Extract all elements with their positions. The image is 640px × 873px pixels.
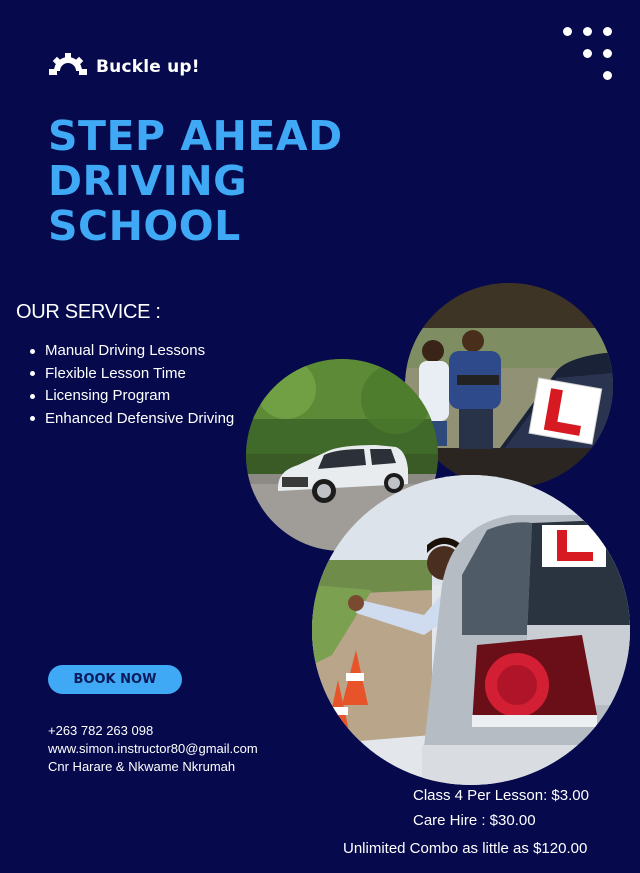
- brand-header: [48, 53, 200, 81]
- bullet-icon: [30, 371, 35, 376]
- contact-address: Cnr Harare & Nkwame Nkrumah: [48, 759, 236, 774]
- price-class4: Class 4 Per Lesson: $3.00: [413, 787, 589, 804]
- list-item: Manual Driving Lessons: [30, 340, 234, 363]
- bullet-icon: [30, 394, 35, 399]
- title-line-3: SCHOOL: [48, 202, 241, 250]
- price-unlimited-combo: Unlimited Combo as little as $120.00: [343, 840, 588, 857]
- dot-grid-icon: [560, 25, 620, 85]
- title-line-1: STEP AHEAD: [48, 112, 343, 160]
- services-heading: OUR SERVICE :: [16, 301, 161, 323]
- gear-icon: [48, 53, 88, 81]
- bullet-icon: [30, 349, 35, 354]
- contact-email: www.simon.instructor80@gmail.com: [48, 741, 258, 756]
- bullet-icon: [30, 416, 35, 421]
- list-item: Licensing Program: [30, 385, 234, 408]
- price-car-hire: Care Hire : $30.00: [413, 812, 536, 829]
- contact-info: [48, 722, 258, 776]
- brand-label: Buckle up!: [96, 57, 200, 77]
- services-list: [30, 340, 234, 430]
- book-now-button[interactable]: BOOK NOW: [48, 665, 182, 694]
- contact-phone: +263 782 263 098: [48, 723, 154, 738]
- list-item: Flexible Lesson Time: [30, 363, 234, 386]
- photo-learner-thumbs-up-car: [312, 475, 630, 785]
- page-title: [48, 114, 343, 249]
- list-item: Enhanced Defensive Driving: [30, 408, 234, 431]
- title-line-2: DRIVING: [48, 157, 248, 205]
